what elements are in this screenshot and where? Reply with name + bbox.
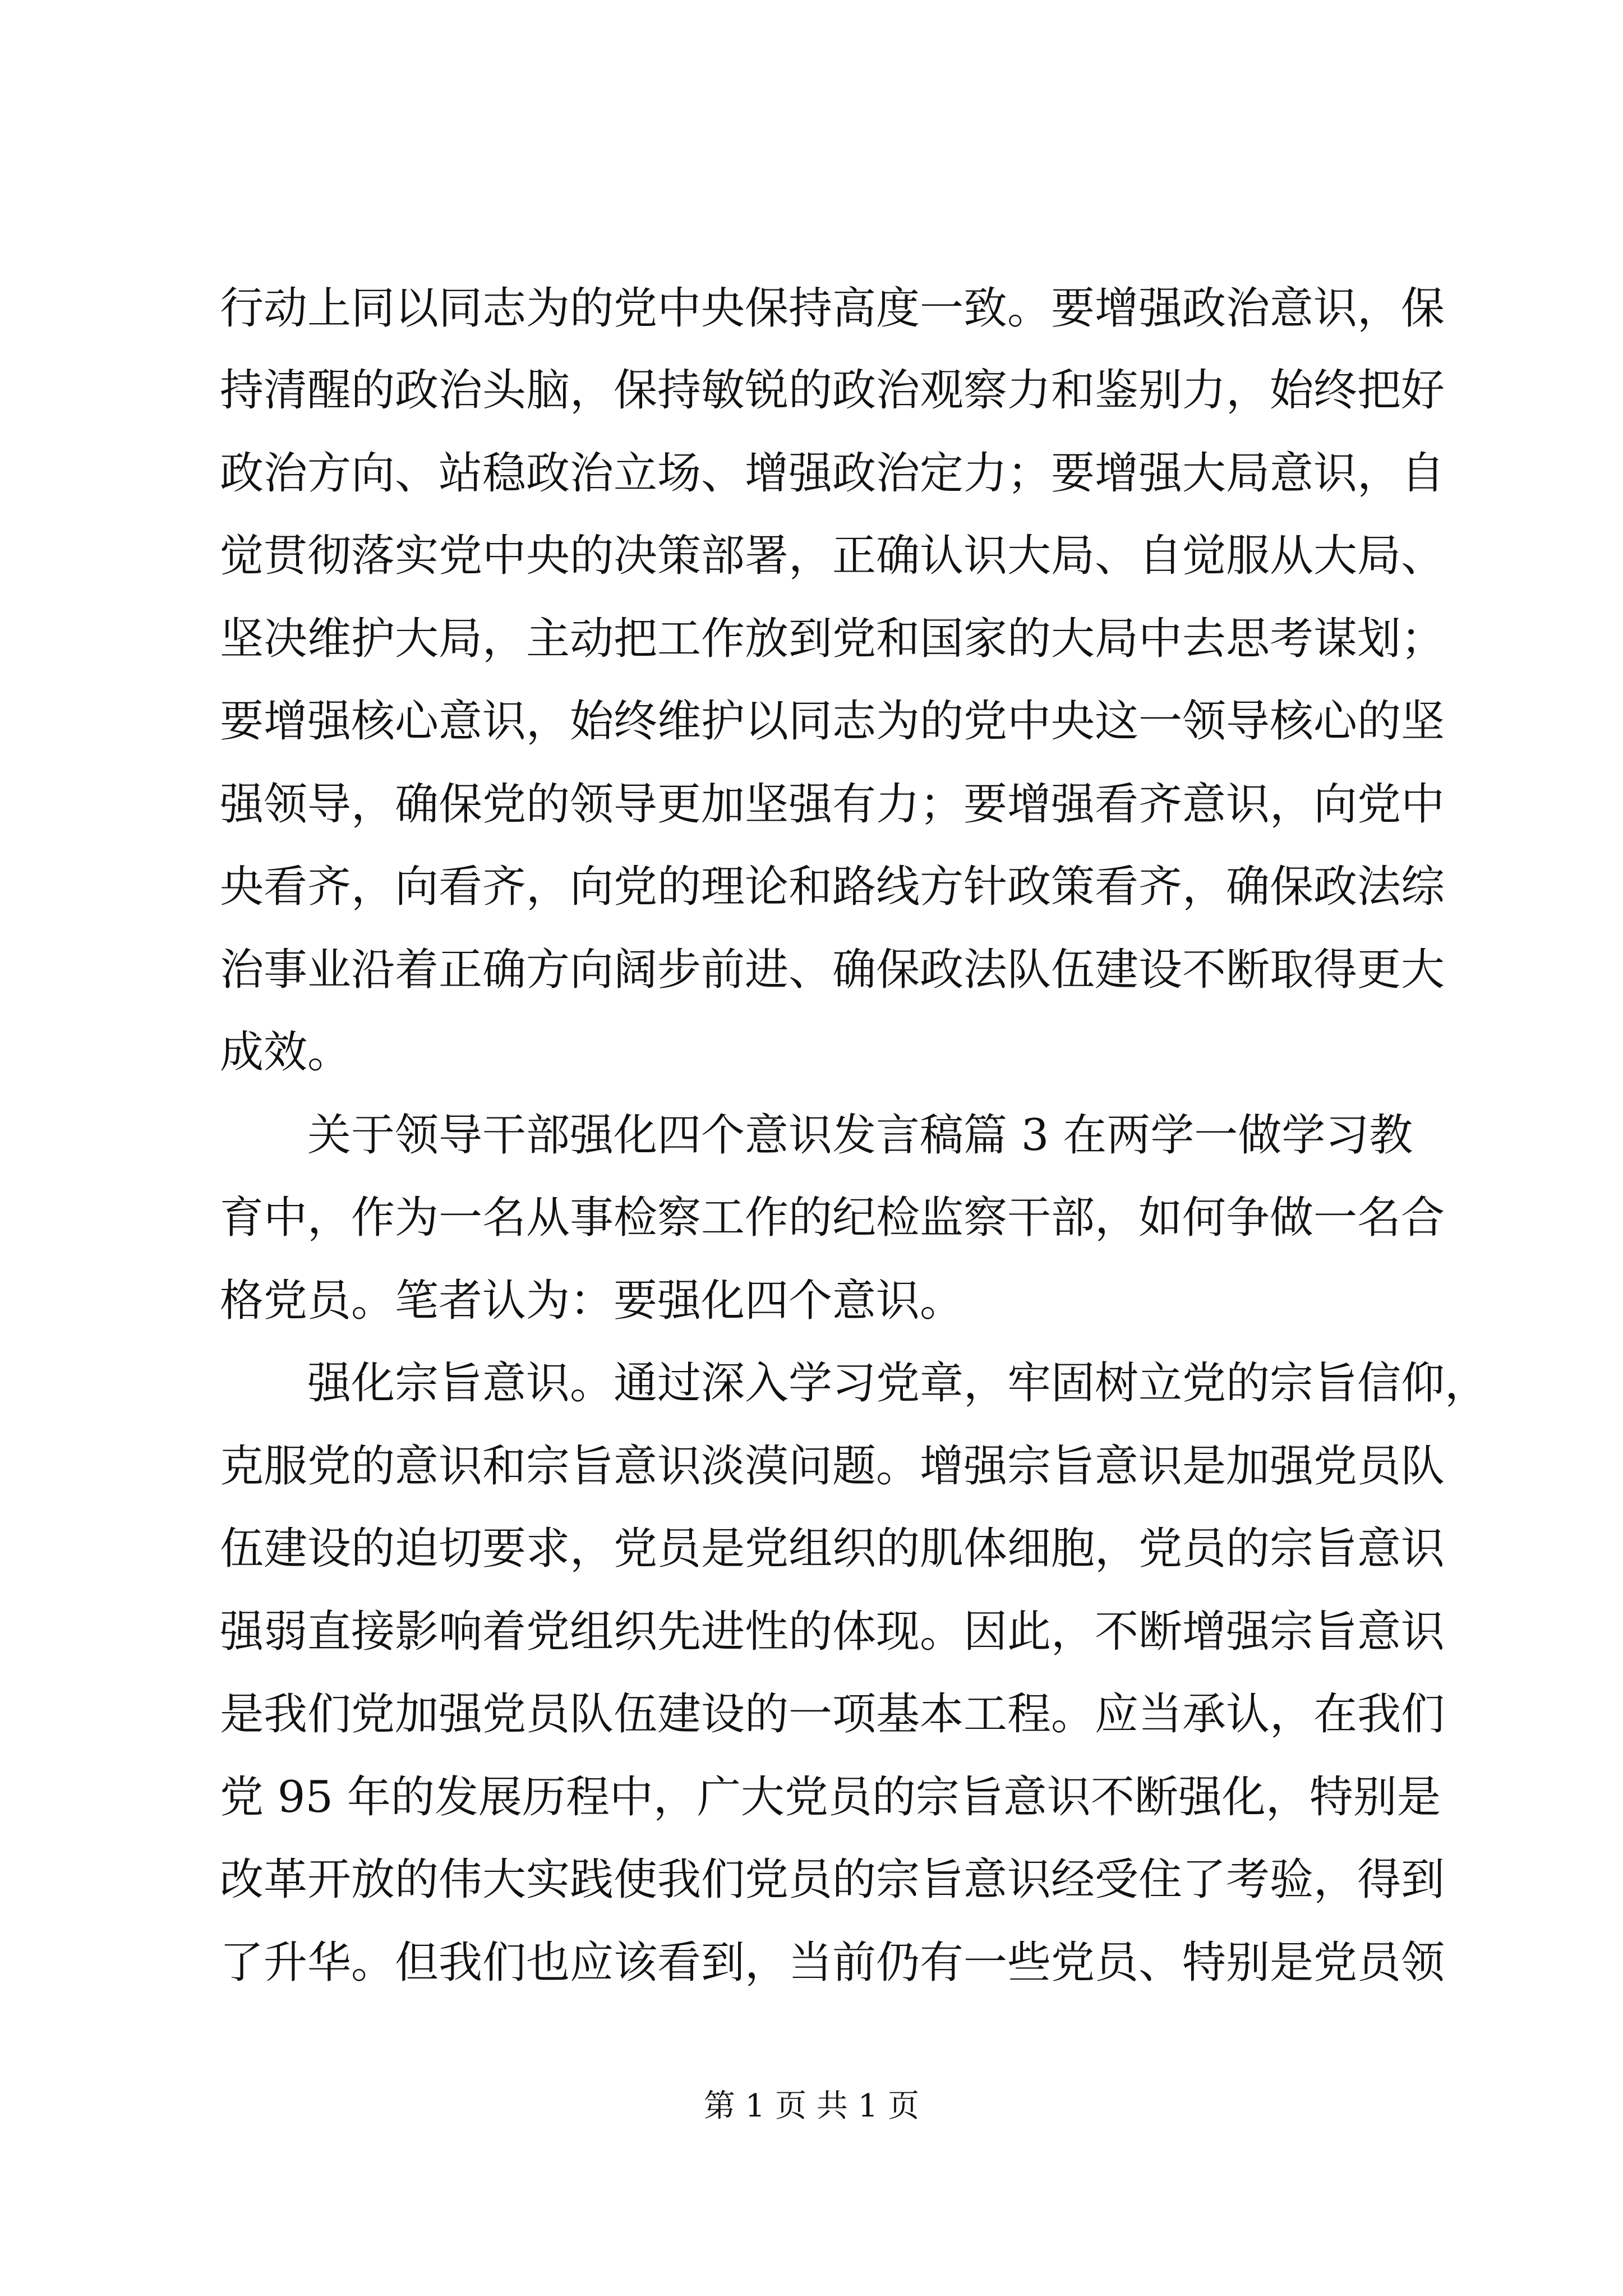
text-line: 强领导，确保党的领导更加坚强有力；要增强看齐意识，向党中	[220, 779, 1445, 830]
text-line: 强化宗旨意识。通过深入学习党章，牢固树立党的宗旨信仰，	[307, 1358, 1489, 1409]
text-line: 央看齐，向看齐，向党的理论和路线方针政策看齐，确保政法综	[220, 862, 1445, 912]
text-line: 坚决维护大局，主动把工作放到党和国家的大局中去思考谋划；	[220, 614, 1445, 664]
text-line: 了升华。但我们也应该看到，当前仍有一些党员、特别是党员领	[220, 1938, 1445, 1988]
text-line: 是我们党加强党员队伍建设的一项基本工程。应当承认，在我们	[220, 1689, 1445, 1740]
text-line: 持清醒的政治头脑，保持敏锐的政治观察力和鉴别力，始终把好	[220, 365, 1445, 416]
text-line: 觉贯彻落实党中央的决策部署，正确认识大局、自觉服从大局、	[220, 531, 1445, 581]
text-line: 治事业沿着正确方向阔步前进、确保政法队伍建设不断取得更大	[220, 945, 1445, 995]
text-line: 行动上同以同志为的党中央保持高度一致。要增强政治意识，保	[220, 283, 1445, 334]
text-line: 格党员。笔者认为：要强化四个意识。	[220, 1276, 964, 1326]
text-line: 要增强核心意识，始终维护以同志为的党中央这一领导核心的坚	[220, 696, 1445, 747]
text-line: 改革开放的伟大实践使我们党员的宗旨意识经受住了考验，得到	[220, 1855, 1445, 1905]
text-line: 伍建设的迫切要求，党员是党组织的肌体细胞，党员的宗旨意识	[220, 1524, 1445, 1574]
page-footer: 第 1 页 共 1 页	[703, 2088, 920, 2124]
text-line: 党 95 年的发展历程中，广大党员的宗旨意识不断强化，特别是	[220, 1772, 1441, 1823]
text-line: 关于领导干部强化四个意识发言稿篇 3 在两学一做学习教	[307, 1110, 1413, 1161]
text-line: 强弱直接影响着党组织先进性的体现。因此，不断增强宗旨意识	[220, 1607, 1445, 1657]
text-line: 政治方向、站稳政治立场、增强政治定力；要增强大局意识，自	[220, 448, 1445, 499]
text-line: 克服党的意识和宗旨意识淡漠问题。增强宗旨意识是加强党员队	[220, 1441, 1445, 1492]
text-line: 成效。	[220, 1027, 352, 1078]
text-line: 育中，作为一名从事检察工作的纪检监察干部，如何争做一名合	[220, 1193, 1445, 1243]
